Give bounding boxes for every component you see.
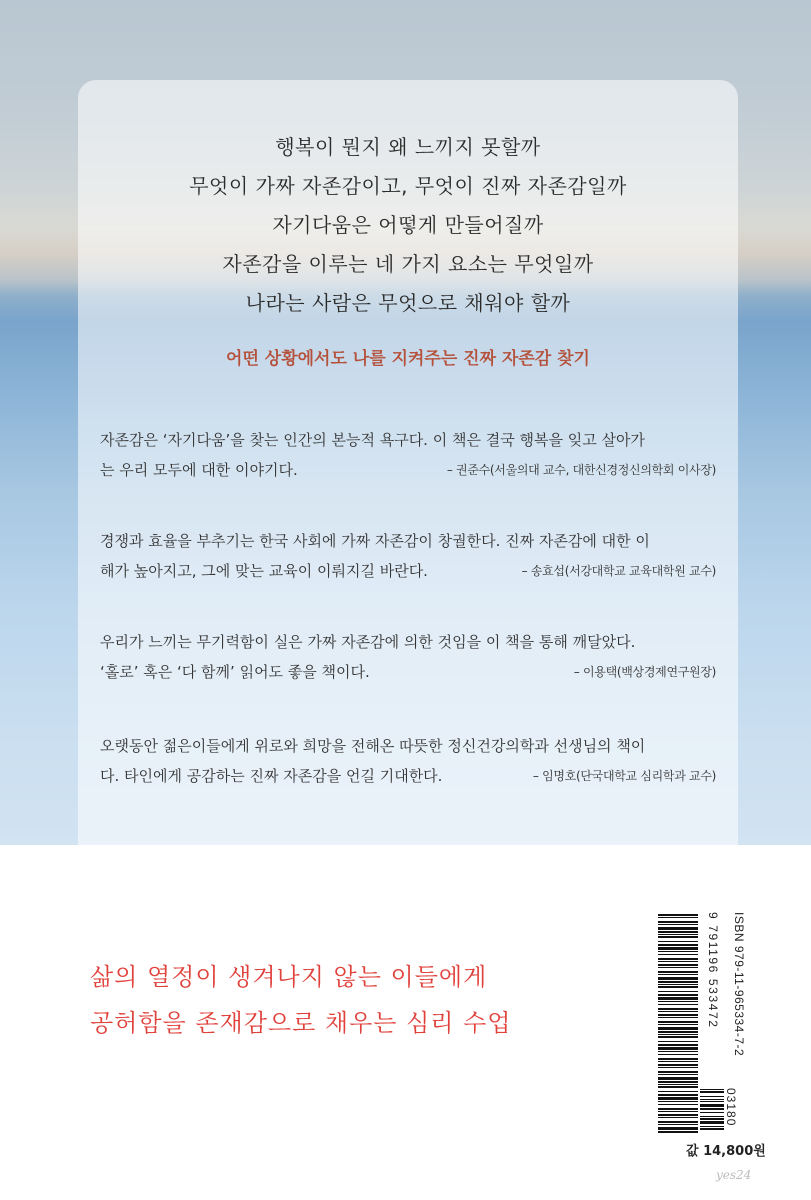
barcode-bar xyxy=(658,1104,698,1105)
barcode-bar xyxy=(658,1004,698,1005)
barcode-bar xyxy=(658,947,698,950)
barcode-bar xyxy=(658,1121,698,1123)
addon-bar xyxy=(700,1089,724,1090)
barcode-bar xyxy=(658,931,698,933)
barcode-bar xyxy=(658,1008,698,1010)
barcode-bar xyxy=(658,1064,698,1066)
barcode-bar xyxy=(658,1091,698,1092)
addon-bar xyxy=(700,1116,724,1117)
barcode-bar xyxy=(658,1017,698,1018)
barcode-bar xyxy=(658,1084,698,1085)
barcode-bar xyxy=(658,958,698,960)
barcode-bar xyxy=(658,927,698,930)
barcode-bar xyxy=(658,921,698,923)
question-item: 무엇이 가짜 자존감이고, 무엇이 진짜 자존감일까 xyxy=(189,174,627,198)
endorser: – 이용택(백상경제연구원장) xyxy=(573,665,716,679)
endorsement-text: 다. 타인에게 공감하는 진짜 자존감을 언길 기대한다. xyxy=(100,767,443,785)
barcode-bar xyxy=(658,1061,698,1062)
barcode-bar xyxy=(658,1124,698,1125)
barcode-bar xyxy=(658,1001,698,1002)
barcode-bar xyxy=(658,997,698,1000)
barcode-bar xyxy=(658,977,698,980)
addon-bar xyxy=(700,1112,724,1113)
barcode-bars xyxy=(658,912,698,1136)
barcode-bar xyxy=(658,944,698,946)
barcode-bar xyxy=(658,951,698,952)
barcode-bar xyxy=(658,1127,698,1130)
barcode-bar xyxy=(658,941,698,942)
endorser: – 송효섭(서강대학교 교육대학원 교수) xyxy=(521,564,716,578)
barcode-bar xyxy=(658,1117,698,1118)
endorser: – 권준수(서울의대 교수, 대한신경정신의학회 이사장) xyxy=(446,463,716,477)
addon-bar xyxy=(700,1126,724,1127)
bottom-copy-line: 삶의 열정이 생겨나지 않는 이들에게 xyxy=(90,963,488,991)
barcode-bar xyxy=(658,1131,698,1133)
addon-bar xyxy=(700,1099,724,1100)
barcode-bar xyxy=(658,1101,698,1102)
endorsement-text: 해가 높아지고, 그에 맞는 교육이 이뤄지길 바란다. xyxy=(100,562,428,580)
barcode-bar xyxy=(658,954,698,955)
addon-bars xyxy=(700,1088,724,1132)
bottom-copy xyxy=(90,954,650,1046)
barcode-bar xyxy=(658,1027,698,1030)
barcode-bar xyxy=(658,991,698,992)
barcode-bar xyxy=(658,1011,698,1012)
barcode-bar xyxy=(658,1047,698,1050)
barcode-bar xyxy=(658,1044,698,1046)
barcode-bar xyxy=(658,1067,698,1068)
barcode-bar xyxy=(658,1051,698,1052)
barcode-bar xyxy=(658,1024,698,1025)
endorsement-text: 우리가 느끼는 무기력함이 실은 가짜 자존감에 의한 것임을 이 책을 통해 깨달았다. xyxy=(100,633,636,651)
addon-bar xyxy=(700,1128,724,1130)
question-item: 자기다움은 어떻게 만들어질까 xyxy=(272,213,544,237)
barcode-bar xyxy=(658,971,698,973)
question-item: 행복이 뭔지 왜 느끼지 못할까 xyxy=(275,135,541,159)
endorsement xyxy=(100,627,716,687)
barcode-bar xyxy=(658,1021,698,1023)
question-list xyxy=(78,128,738,323)
isbn-number: ISBN 979-11-965334-7-2 xyxy=(732,912,746,1057)
addon-bar xyxy=(700,1091,724,1093)
isbn-barcode xyxy=(658,912,746,1172)
barcode-bar xyxy=(658,1094,698,1096)
question-item: 나라는 사람은 무엇으로 채워야 할까 xyxy=(245,291,571,315)
barcode-bar xyxy=(658,1081,698,1083)
addon-bar xyxy=(700,1108,724,1110)
price: 값 14,800원 xyxy=(686,1144,766,1159)
barcode-bar xyxy=(658,1077,698,1080)
endorsement-text: 오랫동안 젊은이들에게 위로와 희망을 전해온 따뜻한 정신건강의학과 선생님의 책이 xyxy=(100,737,646,755)
bottom-copy-line: 공허함을 존재감으로 채우는 심리 수업 xyxy=(90,1009,512,1037)
endorser: – 임명호(단국대학교 심리학과 교수) xyxy=(532,769,716,783)
barcode-bar xyxy=(658,914,698,916)
barcode-bar xyxy=(658,1058,698,1060)
addon-bar xyxy=(700,1096,724,1097)
barcode-bar xyxy=(658,1114,698,1116)
barcode-bar xyxy=(658,1014,698,1016)
barcode-bar xyxy=(658,994,698,996)
barcode-bar xyxy=(658,934,698,935)
barcode-bar xyxy=(658,1071,698,1073)
barcode-digits: 9 791196 533472 xyxy=(700,912,720,1136)
endorsement xyxy=(100,425,716,485)
watermark: yes24 xyxy=(716,1168,752,1182)
barcode-bar xyxy=(658,1041,698,1042)
addon-bar xyxy=(700,1121,724,1124)
barcode-bar xyxy=(658,1031,698,1033)
barcode-bar xyxy=(658,1097,698,1100)
endorsement-text: 자존감은 ‘자기다움’을 찾는 인간의 본능적 욕구다. 이 책은 결국 행복을 잊고 살아가 xyxy=(100,431,645,449)
barcode-bar xyxy=(658,917,698,918)
barcode-bar xyxy=(658,1108,698,1110)
addon-bar xyxy=(700,1118,724,1120)
barcode-bar xyxy=(658,1074,698,1075)
endorsement xyxy=(100,526,716,586)
barcode-bar xyxy=(658,967,698,968)
barcode-bar xyxy=(658,961,698,962)
addon-barcode xyxy=(700,1088,740,1132)
barcode-bar xyxy=(658,936,698,938)
barcode-bar xyxy=(658,1111,698,1112)
endorsement-text: 경쟁과 효율을 부추기는 한국 사회에 가짜 자존감이 창궐한다. 진짜 자존감에 대한 이 xyxy=(100,532,650,550)
endorsement-text: 는 우리 모두에 대한 이야기다. xyxy=(100,461,298,479)
barcode-bar xyxy=(658,964,698,966)
barcode-bar xyxy=(658,974,698,975)
barcode-bar xyxy=(658,1034,698,1035)
barcode-bar xyxy=(658,986,698,988)
barcode-bar xyxy=(658,1036,698,1038)
barcode-bar xyxy=(658,1054,698,1055)
tagline: 어떤 상황에서도 나를 지켜주는 진짜 자존감 찾기 xyxy=(226,349,590,369)
addon-bar xyxy=(700,1104,724,1107)
addon-code: 03180 xyxy=(724,1088,738,1127)
barcode-bar xyxy=(658,924,698,925)
endorsement xyxy=(100,731,716,791)
barcode-bar xyxy=(658,981,698,983)
addon-bar xyxy=(700,1101,724,1102)
barcode-bar xyxy=(658,1086,698,1088)
endorsement-text: ‘홀로’ 혹은 ‘다 함께’ 읽어도 좋을 책이다. xyxy=(100,663,370,681)
question-item: 자존감을 이루는 네 가지 요소는 무엇일까 xyxy=(222,252,594,276)
barcode-bar xyxy=(658,984,698,985)
